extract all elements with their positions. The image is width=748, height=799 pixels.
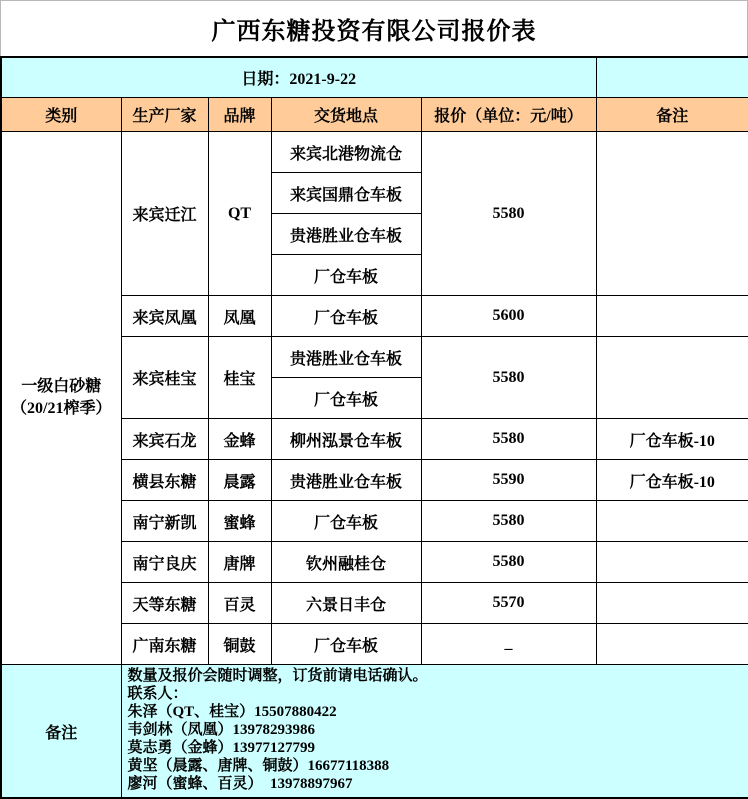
table-row bbox=[1, 132, 748, 173]
date-row bbox=[1, 57, 748, 98]
header-brand: 品牌 bbox=[208, 98, 271, 132]
location-cell: 钦州融桂仓 bbox=[271, 542, 421, 583]
remark-cell bbox=[596, 296, 748, 337]
price-cell: 5580 bbox=[421, 132, 596, 296]
note-line: 联系人： bbox=[127, 686, 188, 702]
price-cell: _ bbox=[421, 624, 596, 665]
brand-cell: 金蜂 bbox=[208, 419, 271, 460]
location-cell: 来宾北港物流仓 bbox=[271, 132, 421, 173]
note-line: 朱泽（QT、桂宝）15507880422 bbox=[127, 704, 337, 720]
remark-cell bbox=[596, 337, 748, 419]
remark-cell: 厂仓车板-10 bbox=[596, 460, 748, 501]
remark-cell bbox=[596, 501, 748, 542]
header-manufacturer: 生产厂家 bbox=[121, 98, 208, 132]
page-title: 广西东糖投资有限公司报价表 bbox=[0, 0, 748, 56]
price-cell: 5580 bbox=[421, 337, 596, 419]
brand-cell: 百灵 bbox=[208, 583, 271, 624]
brand-cell: 晨露 bbox=[208, 460, 271, 501]
location-cell: 贵港胜业仓车板 bbox=[271, 214, 421, 255]
location-cell: 厂仓车板 bbox=[271, 501, 421, 542]
footer-label: 备注 bbox=[1, 665, 121, 799]
header-delivery-location: 交货地点 bbox=[271, 98, 421, 132]
note-line: 廖河（蜜蜂、百灵） 13978897967 bbox=[127, 776, 353, 792]
manufacturer-cell: 广南东糖 bbox=[121, 624, 208, 665]
header-remark: 备注 bbox=[596, 98, 748, 132]
price-cell: 5570 bbox=[421, 583, 596, 624]
brand-cell: 唐牌 bbox=[208, 542, 271, 583]
manufacturer-cell: 天等东糖 bbox=[121, 583, 208, 624]
remark-cell bbox=[596, 132, 748, 296]
location-cell: 贵港胜业仓车板 bbox=[271, 460, 421, 501]
location-cell: 厂仓车板 bbox=[271, 378, 421, 419]
location-cell: 厂仓车板 bbox=[271, 296, 421, 337]
manufacturer-cell: 来宾桂宝 bbox=[121, 337, 208, 419]
location-cell: 柳州泓景仓车板 bbox=[271, 419, 421, 460]
remark-cell bbox=[596, 542, 748, 583]
category-line2: （20/21榨季） bbox=[11, 400, 112, 417]
note-line: 黄坚（晨露、唐牌、铜鼓）16677118388 bbox=[127, 758, 390, 774]
brand-cell: QT bbox=[208, 132, 271, 296]
category-cell bbox=[1, 132, 121, 665]
note-line: 数量及报价会随时调整，订货前请电话确认。 bbox=[127, 668, 428, 684]
footer-row bbox=[1, 665, 748, 799]
manufacturer-cell: 南宁良庆 bbox=[121, 542, 208, 583]
category-line1: 一级白砂糖 bbox=[21, 378, 102, 395]
location-cell: 厂仓车板 bbox=[271, 255, 421, 296]
header-category: 类别 bbox=[1, 98, 121, 132]
header-price: 报价（单位：元/吨） bbox=[421, 98, 596, 132]
manufacturer-cell: 来宾凤凰 bbox=[121, 296, 208, 337]
manufacturer-cell: 南宁新凯 bbox=[121, 501, 208, 542]
location-cell: 六景日丰仓 bbox=[271, 583, 421, 624]
price-cell: 5600 bbox=[421, 296, 596, 337]
brand-cell: 凤凰 bbox=[208, 296, 271, 337]
brand-cell: 蜜蜂 bbox=[208, 501, 271, 542]
location-cell: 来宾国鼎仓车板 bbox=[271, 173, 421, 214]
date-label: 日期：2021-9-22 bbox=[1, 57, 596, 98]
note-line: 莫志勇（金蜂）13977127799 bbox=[127, 740, 316, 756]
brand-cell: 铜鼓 bbox=[208, 624, 271, 665]
remark-cell bbox=[596, 624, 748, 665]
location-cell: 厂仓车板 bbox=[271, 624, 421, 665]
remark-cell bbox=[596, 583, 748, 624]
remark-cell: 厂仓车板-10 bbox=[596, 419, 748, 460]
price-cell: 5590 bbox=[421, 460, 596, 501]
quotation-table bbox=[0, 56, 748, 799]
location-cell: 贵港胜业仓车板 bbox=[271, 337, 421, 378]
note-line: 韦剑林（凤凰）13978293986 bbox=[127, 722, 316, 738]
price-cell: 5580 bbox=[421, 419, 596, 460]
footer-note bbox=[121, 665, 748, 799]
date-row-empty-cell bbox=[596, 57, 748, 98]
brand-cell: 桂宝 bbox=[208, 337, 271, 419]
column-header-row bbox=[1, 98, 748, 132]
price-cell: 5580 bbox=[421, 542, 596, 583]
manufacturer-cell: 横县东糖 bbox=[121, 460, 208, 501]
manufacturer-cell: 来宾石龙 bbox=[121, 419, 208, 460]
manufacturer-cell: 来宾迁江 bbox=[121, 132, 208, 296]
price-cell: 5580 bbox=[421, 501, 596, 542]
